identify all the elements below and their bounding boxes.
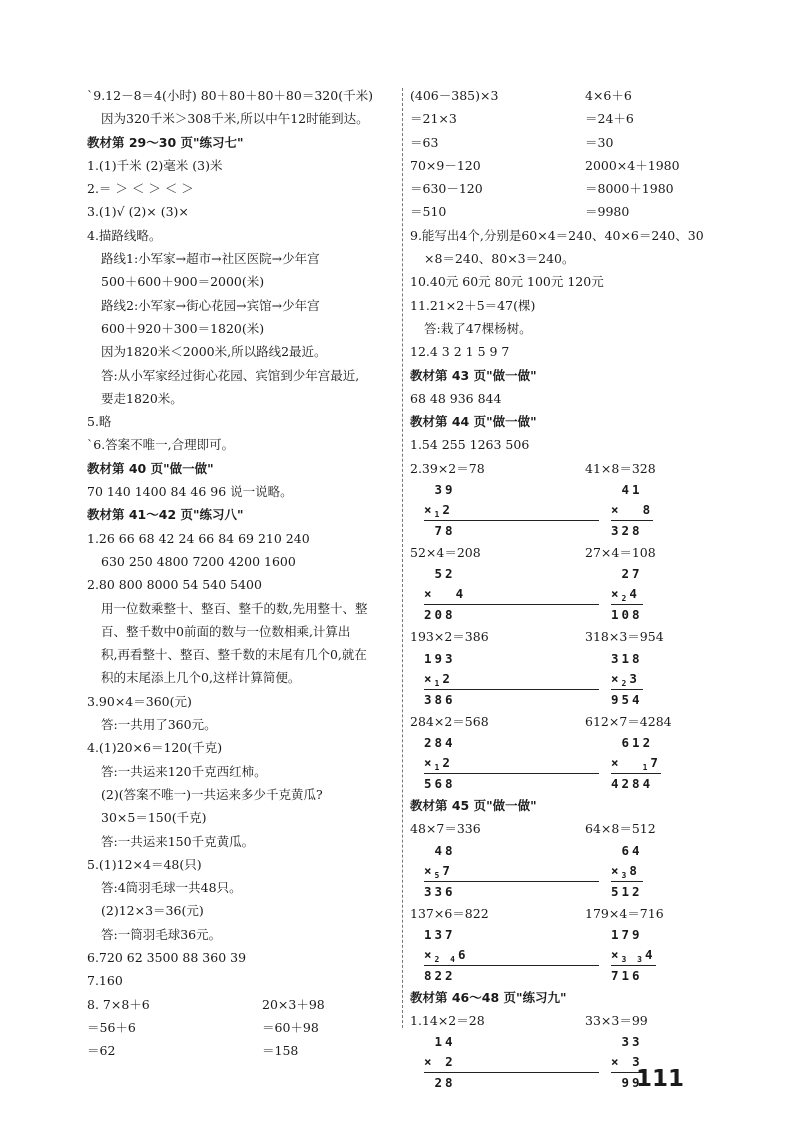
- equation-left: 137×6＝822: [410, 905, 489, 921]
- vertical-calc-right: [599, 841, 643, 902]
- answer-line: 68 48 936 844: [410, 390, 502, 406]
- equation-left: ＝630－120: [410, 181, 483, 197]
- multiplicand: 27: [611, 566, 643, 582]
- multiplier-digit: 2: [442, 670, 453, 686]
- answer-line: ×8＝240、80×3＝240。: [424, 251, 575, 267]
- multiplicand: 48: [424, 842, 456, 858]
- times-sign: ×: [424, 502, 435, 518]
- multiplicand: 52: [424, 566, 456, 582]
- multiplier-line: [611, 753, 661, 774]
- vertical-multiplication: [424, 649, 599, 710]
- carry-digit: 2 4: [434, 954, 458, 964]
- vertical-calc-right: [599, 480, 653, 541]
- multiplier-line: [424, 945, 599, 966]
- equation-right: 20×3＋98: [262, 996, 325, 1012]
- multiplicand: 284: [424, 734, 456, 750]
- equation-row: [87, 1039, 397, 1062]
- equation-left: 1.14×2＝28: [410, 1013, 485, 1029]
- answer-line: 5.略: [87, 414, 112, 430]
- page-number: 111: [636, 1066, 685, 1092]
- carry-digit: 3: [621, 870, 630, 880]
- answer-line: 3.90×4＝360(元): [87, 693, 192, 709]
- multiplicand: 193: [424, 650, 456, 666]
- multiplicand: 179: [611, 926, 643, 942]
- vertical-multiplication: [611, 480, 653, 541]
- section-heading: 教材第 41～42 页"练习八": [87, 507, 244, 523]
- multiplier-pad: [622, 755, 643, 770]
- equation-right: ＝8000＋1980: [585, 181, 674, 197]
- equation-row: [87, 1016, 397, 1039]
- vertical-multiplication: [424, 733, 599, 794]
- multiplier-line: [611, 669, 643, 690]
- section-heading: 教材第 45 页"做一做": [410, 797, 537, 813]
- multiplier-digit: 2: [442, 502, 453, 518]
- multiplier-line: [424, 753, 599, 774]
- equation-row: [410, 200, 730, 223]
- multiplier-digit: 4: [455, 586, 467, 602]
- product: 512: [611, 883, 643, 899]
- equation-row: [410, 84, 730, 107]
- equation-row: [410, 902, 730, 925]
- multiplier-pad: [622, 502, 643, 517]
- carry-digit: 5: [434, 870, 443, 880]
- multiplier-pad: [435, 586, 456, 601]
- multiplicand: 41: [611, 482, 643, 498]
- vertical-multiplication: [424, 564, 599, 625]
- equation-row: [410, 457, 730, 480]
- vertical-calc-left: [410, 925, 599, 986]
- carry-digit: 3 3: [621, 954, 645, 964]
- answer-line: 答:一共用了360元。: [101, 717, 217, 733]
- vertical-multiplication: [424, 841, 599, 902]
- multiplicand: 137: [424, 926, 456, 942]
- times-sign: ×: [424, 946, 435, 962]
- vertical-multiplication: [611, 841, 643, 902]
- product: 78: [424, 523, 456, 539]
- answer-line: 答:栽了47棵杨树。: [424, 320, 532, 336]
- equation-left: 193×2＝386: [410, 629, 489, 645]
- equation-row: [410, 817, 730, 840]
- times-sign: ×: [611, 754, 622, 770]
- equation-left: 284×2＝568: [410, 713, 489, 729]
- multiplier-digit: 8: [629, 862, 640, 878]
- product: 208: [424, 607, 456, 623]
- answer-line: 要走1820米。: [101, 390, 183, 406]
- multiplier-line: [424, 584, 599, 605]
- equation-left: ＝510: [410, 204, 447, 220]
- vertical-calc-left: [410, 480, 599, 541]
- equation-right: 612×7＝4284: [585, 713, 672, 729]
- times-sign: ×: [611, 670, 622, 686]
- section-heading: 教材第 43 页"做一做": [410, 367, 537, 383]
- answer-line: 630 250 4800 7200 4200 1600: [101, 553, 296, 569]
- equation-left: 48×7＝336: [410, 821, 481, 837]
- vertical-calc-left: [410, 649, 599, 710]
- answer-line: 30×5＝150(千克): [101, 810, 207, 826]
- answer-line: `6.答案不唯一,合理即可。: [87, 437, 235, 453]
- vertical-multiplication: [611, 733, 661, 794]
- vertical-multiplication: [611, 925, 656, 986]
- answer-line: 7.160: [87, 973, 123, 989]
- multiplier-pad: [622, 1054, 633, 1069]
- equation-right: ＝60＋98: [262, 1019, 319, 1035]
- multiplier-line: [424, 861, 599, 882]
- equation-row: [410, 107, 730, 130]
- multiplier-pad: [435, 1054, 446, 1069]
- times-sign: ×: [611, 1054, 622, 1070]
- multiplier-line: [424, 500, 599, 521]
- multiplier-digit: 7: [650, 754, 661, 770]
- answer-line: 10.40元 60元 80元 100元 120元: [410, 274, 604, 290]
- product: 328: [611, 523, 643, 539]
- times-sign: ×: [424, 862, 435, 878]
- equation-left: 52×4＝208: [410, 545, 481, 561]
- multiplier-digit: 7: [442, 862, 453, 878]
- answer-line: `9.12－8＝4(小时) 80＋80＋80＋80＝320(千米): [87, 88, 373, 103]
- equation-right: ＝9980: [585, 204, 630, 220]
- column-divider: [402, 88, 403, 1028]
- multiplier-line: [611, 861, 643, 882]
- multiplicand: 33: [611, 1034, 643, 1050]
- answer-line: 因为320千米＞308千米,所以中午12时能到达。: [101, 111, 369, 127]
- answer-line: 12.4 3 2 1 5 9 7: [410, 344, 510, 360]
- vertical-calc-right: [599, 649, 643, 710]
- equation-right: 27×4＝108: [585, 545, 656, 561]
- times-sign: ×: [424, 586, 435, 602]
- vertical-calc-row: [410, 564, 730, 625]
- vertical-calc-right: [599, 925, 656, 986]
- equation-right: 179×4＝716: [585, 905, 664, 921]
- multiplier-line: [611, 500, 653, 521]
- vertical-multiplication: [424, 925, 599, 986]
- times-sign: ×: [611, 586, 622, 602]
- multiplier-digit: 2: [445, 1054, 456, 1070]
- product: 822: [424, 967, 456, 983]
- answer-line: 2.80 800 8000 54 540 5400: [87, 577, 262, 593]
- answer-line: 70 140 1400 84 46 96 说一说略。: [87, 484, 293, 500]
- product: 568: [424, 775, 456, 791]
- vertical-calc-left: [410, 733, 599, 794]
- times-sign: ×: [424, 1054, 435, 1070]
- product: 99: [611, 1075, 643, 1091]
- answer-line: 3.(1)√ (2)× (3)×: [87, 204, 189, 220]
- answer-line: 因为1820米＜2000米,所以路线2最近。: [101, 344, 327, 360]
- equation-row: [410, 1009, 730, 1032]
- answer-line: 路线1:小军家→超市→社区医院→少年宫: [101, 251, 320, 267]
- multiplier-digit: 8: [642, 502, 654, 518]
- vertical-calc-right: [599, 733, 661, 794]
- answer-line: 百、整千数中0前面的数与一位数相乘,计算出: [101, 623, 351, 639]
- equation-left: 2.39×2＝78: [410, 460, 485, 476]
- carry-digit: 1: [642, 762, 651, 772]
- equation-right: 41×8＝328: [585, 460, 656, 476]
- equation-right: 4×6＋6: [585, 88, 632, 103]
- vertical-calc-row: [410, 841, 730, 902]
- multiplier-digit: 3: [632, 1054, 643, 1070]
- multiplier-line: [611, 945, 656, 966]
- answer-line: (2)(答案不唯一)一共运来多少千克黄瓜?: [101, 786, 323, 802]
- multiplicand: 14: [424, 1034, 456, 1050]
- vertical-calc-row: [410, 649, 730, 710]
- multiplicand: 318: [611, 650, 643, 666]
- vertical-calc-right: [599, 564, 643, 625]
- multiplicand: 64: [611, 842, 643, 858]
- equation-left: 70×9－120: [410, 157, 481, 173]
- equation-row: [87, 993, 397, 1016]
- product: 716: [611, 967, 643, 983]
- vertical-multiplication: [424, 1032, 599, 1093]
- times-sign: ×: [611, 946, 622, 962]
- answer-line: 4.描路线略。: [87, 227, 162, 243]
- product: 386: [424, 691, 456, 707]
- equation-left: ＝56＋6: [87, 1019, 136, 1035]
- multiplier-line: [611, 584, 643, 605]
- multiplier-digit: 4: [644, 946, 656, 962]
- answer-line: 路线2:小军家→街心花园→宾馆→少年宫: [101, 297, 320, 313]
- equation-right: 33×3＝99: [585, 1013, 648, 1029]
- vertical-multiplication: [424, 480, 599, 541]
- equation-right: ＝30: [585, 134, 614, 150]
- answer-line: 答:4筒羽毛球一共48只。: [101, 880, 242, 896]
- right-column: [410, 84, 730, 1093]
- equation-left: (406－385)×3: [410, 88, 499, 103]
- equation-left: ＝21×3: [410, 111, 457, 127]
- answer-line: 500＋600＋900＝2000(米): [101, 274, 265, 290]
- multiplicand: 39: [424, 482, 456, 498]
- equation-left: ＝62: [87, 1043, 116, 1059]
- answer-line: 用一位数乘整十、整百、整千的数,先用整十、整: [101, 600, 368, 616]
- answer-line: 1.26 66 68 42 24 66 84 69 210 240: [87, 530, 310, 546]
- carry-digit: 1: [434, 762, 443, 772]
- section-heading: 教材第 29～30 页"练习七": [87, 134, 244, 150]
- equation-row: [410, 131, 730, 154]
- equation-right: 318×3＝954: [585, 629, 664, 645]
- answer-line: 1.54 255 1263 506: [410, 437, 530, 453]
- equation-left: ＝63: [410, 134, 439, 150]
- left-column: [87, 84, 397, 1062]
- answer-line: 答:一筒羽毛球36元。: [101, 926, 222, 942]
- vertical-calc-row: [410, 733, 730, 794]
- answer-line: 1.(1)千米 (2)毫米 (3)米: [87, 157, 223, 173]
- product: 28: [424, 1075, 456, 1091]
- answer-line: 11.21×2＋5＝47(棵): [410, 297, 536, 313]
- equation-row: [410, 177, 730, 200]
- section-heading: 教材第 44 页"做一做": [410, 414, 537, 430]
- product: 336: [424, 883, 456, 899]
- vertical-calc-left: [410, 564, 599, 625]
- equation-row: [410, 710, 730, 733]
- multiplicand: 612: [611, 734, 654, 750]
- equation-right: 2000×4＋1980: [585, 157, 680, 173]
- equation-right: ＝24＋6: [585, 111, 634, 127]
- answer-line: 2.＝ ＞ ＜ ＞ ＜ ＞: [87, 181, 194, 197]
- multiplier-digit: 2: [442, 754, 453, 770]
- product: 954: [611, 691, 643, 707]
- times-sign: ×: [611, 862, 622, 878]
- answer-line: 6.720 62 3500 88 360 39: [87, 949, 247, 965]
- answer-line: 答:一共运来150千克黄瓜。: [101, 833, 255, 849]
- section-heading: 教材第 46～48 页"练习九": [410, 989, 567, 1005]
- times-sign: ×: [611, 502, 622, 518]
- answer-line: 5.(1)12×4＝48(只): [87, 856, 202, 872]
- carry-digit: 2: [621, 594, 630, 604]
- answer-line: 答:从小军家经过街心花园、宾馆到少年宫最近,: [101, 367, 360, 383]
- answer-line: 9.能写出4个,分别是60×4＝240、40×6＝240、30: [410, 227, 704, 243]
- answer-line: 答:一共运来120千克西红柿。: [101, 763, 267, 779]
- multiplier-digit: 6: [457, 946, 469, 962]
- vertical-multiplication: [611, 649, 643, 710]
- equation-right: 64×8＝512: [585, 821, 656, 837]
- equation-row: [410, 625, 730, 648]
- equation-row: [410, 154, 730, 177]
- vertical-calc-left: [410, 1032, 599, 1093]
- answer-line: 积,再看整十、整百、整千数的末尾有几个0,就在: [101, 647, 367, 663]
- multiplier-line: [424, 669, 599, 690]
- product: 108: [611, 607, 643, 623]
- answer-line: 积的末尾添上几个0,这样计算简便。: [101, 670, 301, 686]
- section-heading: 教材第 40 页"做一做": [87, 460, 214, 476]
- answer-line: 4.(1)20×6＝120(千克): [87, 740, 223, 756]
- equation-right: ＝158: [262, 1043, 299, 1059]
- vertical-multiplication: [611, 564, 643, 625]
- multiplier-digit: 3: [629, 670, 640, 686]
- multiplier-digit: 4: [629, 586, 640, 602]
- times-sign: ×: [424, 670, 435, 686]
- carry-digit: 2: [621, 678, 630, 688]
- vertical-calc-row: [410, 480, 730, 541]
- equation-row: [410, 541, 730, 564]
- times-sign: ×: [424, 754, 435, 770]
- carry-digit: 1: [434, 678, 443, 688]
- answer-line: (2)12×3＝36(元): [101, 903, 204, 919]
- vertical-calc-left: [410, 841, 599, 902]
- product: 4284: [611, 775, 654, 791]
- vertical-calc-row: [410, 925, 730, 986]
- equation-left: 8. 7×8＋6: [87, 996, 150, 1012]
- answer-line: 600＋920＋300＝1820(米): [101, 320, 265, 336]
- carry-digit: 1: [434, 510, 443, 520]
- multiplier-line: [424, 1052, 599, 1073]
